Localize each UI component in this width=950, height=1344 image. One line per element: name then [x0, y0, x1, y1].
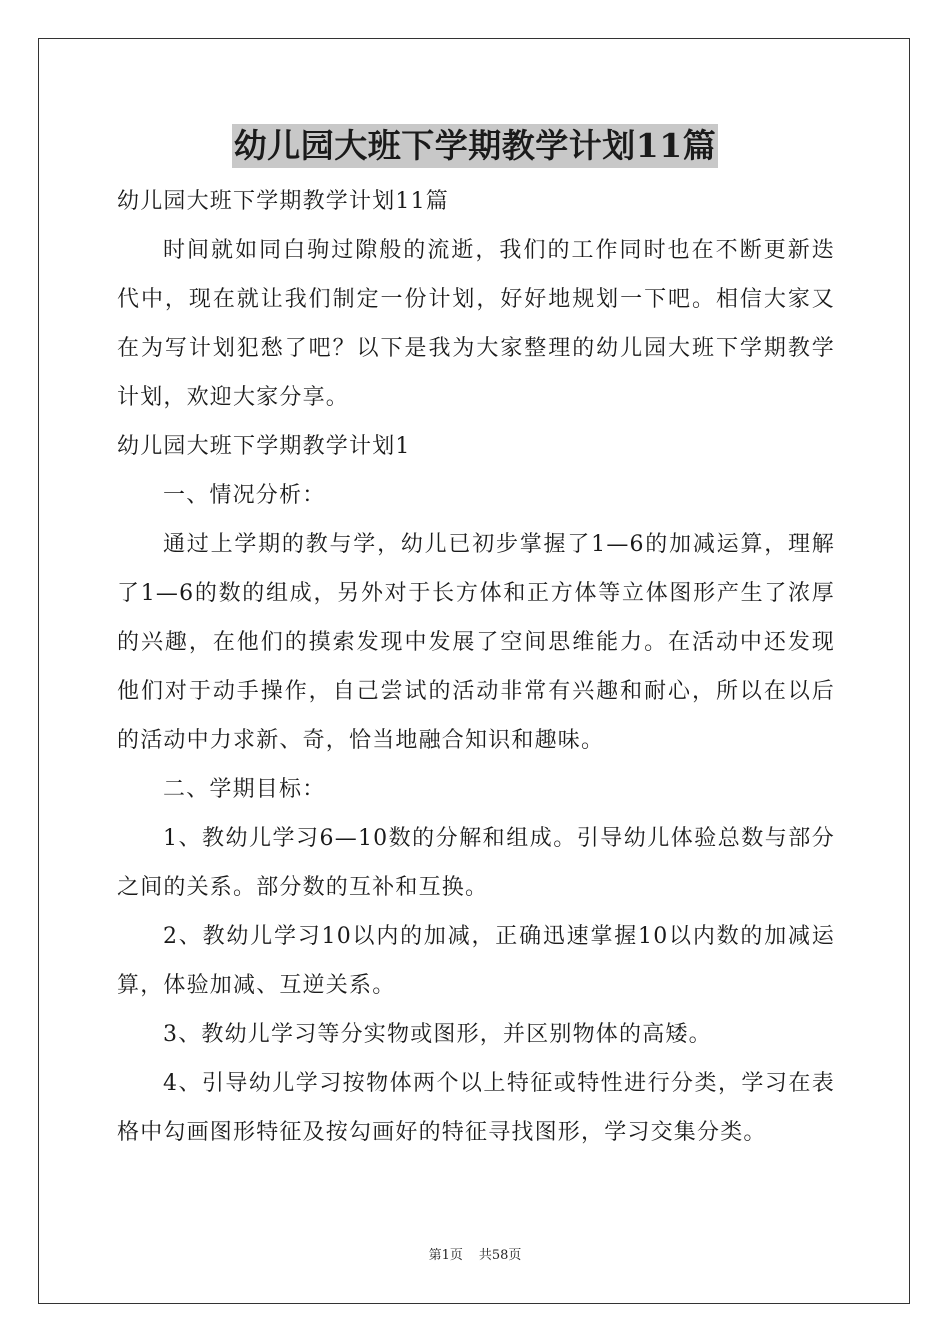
list-item: 2、教幼儿学习10以内的加减，正确迅速掌握10以内数的加减运算，体验加减、互逆关系。 [117, 924, 835, 998]
list-item: 3、教幼儿学习等分实物或图形，并区别物体的高矮。 [163, 1022, 712, 1047]
paragraph: 幼儿园大班下学期教学计划11篇 [117, 189, 449, 214]
paragraph: 时间就如同白驹过隙般的流逝，我们的工作同时也在不断更新迭代中，现在就让我们制定一份计划，好好地规划一下吧。相信大家又在为写计划犯愁了吧？以下是我为大家整理的幼儿园大班下学期教学计划，欢迎大家分享。 [117, 238, 835, 410]
list-item: 1、教幼儿学习6—10数的分解和组成。引导幼儿体验总数与部分之间的关系。部分数的互补和互换。 [117, 826, 835, 900]
page-footer [0, 1244, 950, 1263]
title-container [0, 124, 950, 168]
page-total: 共58页 [478, 1248, 522, 1263]
subheading: 二、学期目标： [163, 777, 326, 802]
subheading: 一、情况分析： [163, 483, 326, 508]
paragraph: 通过上学期的教与学，幼儿已初步掌握了1—6的加减运算，理解了1—6的数的组成，另外对于长方体和正方体等立体图形产生了浓厚的兴趣，在他们的摸索发现中发展了空间思维能力。在活动中还发现他们对于动手操作，自己尝试的活动非常有兴趣和耐心，所以在以后的活动中力求新、奇，恰当地融合知识和趣味。 [117, 532, 835, 753]
page-number: 第1页 [428, 1248, 463, 1263]
list-item: 4、引导幼儿学习按物体两个以上特征或特性进行分类，学习在表格中勾画图形特征及按勾画好的特征寻找图形，学习交集分类。 [117, 1071, 835, 1145]
section-heading: 幼儿园大班下学期教学计划1 [117, 434, 411, 459]
document-title: 幼儿园大班下学期教学计划11篇 [232, 124, 718, 168]
document-body [117, 177, 835, 1157]
